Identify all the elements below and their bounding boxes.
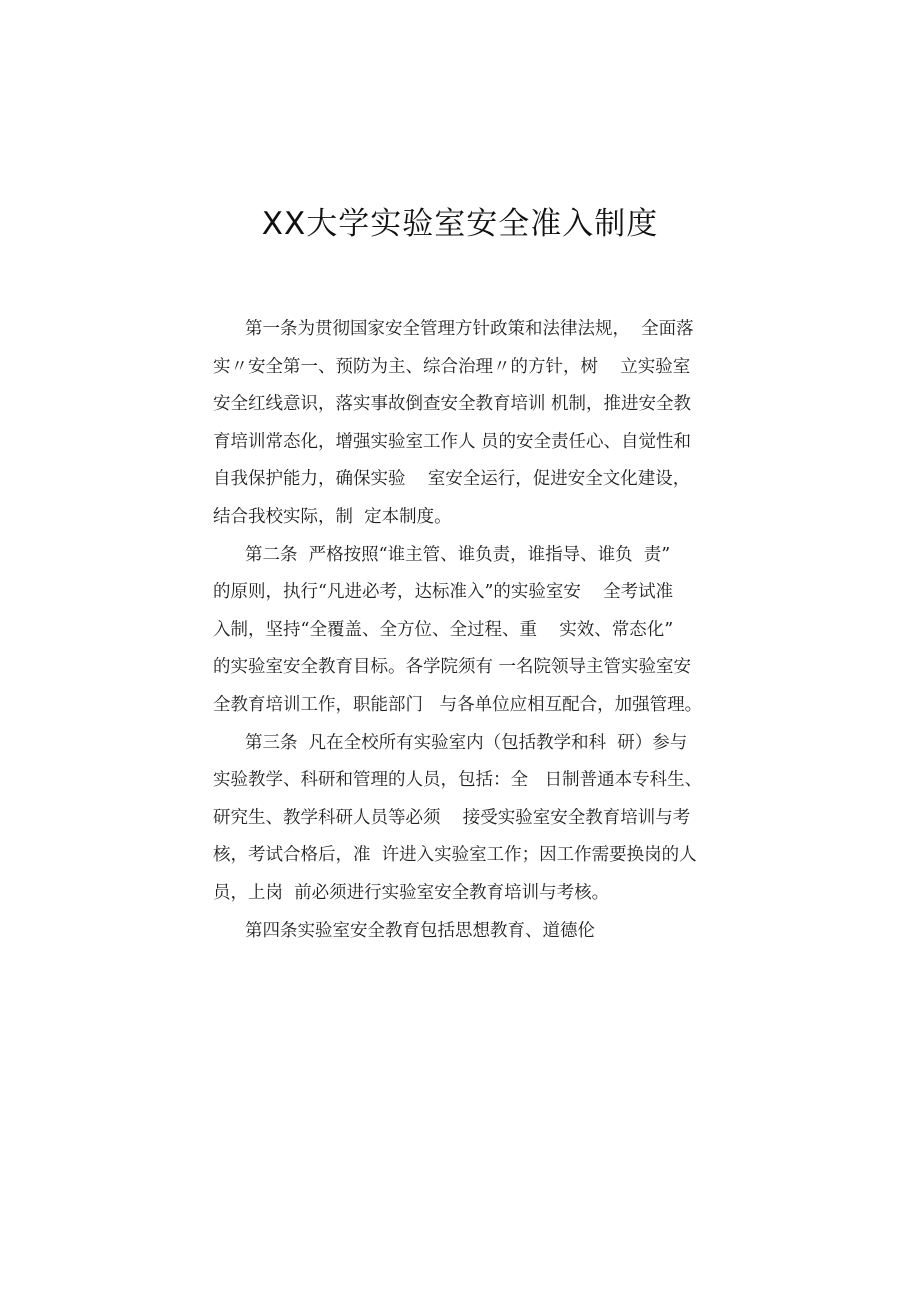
article-4-line-1: 第四条实验室安全教育包括思想教育、道德伦 [245, 920, 595, 941]
article-3-line-5: 员，上岗 前必须进行实验室安全教育培训与考核。 [213, 882, 610, 903]
article-3-line-2: 实验教学、科研和管理的人员，包括：全 日制普通本专科生、 [213, 770, 703, 791]
article-1-line-1: 第一条为贯彻国家安全管理方针政策和法律法规， 全面落 [245, 319, 694, 339]
article-1-line-4: 育培训常态化，增强实验室工作人 员的安全责任心、自觉性和 [213, 431, 692, 452]
article-1-line-5: 自我保护能力，确保实验 室安全运行，促进安全文化建设， [213, 469, 691, 490]
article-2-line-2: 的原则，执行“凡进必考，达标准入”的实验室安 全考试准 [213, 582, 674, 603]
article-2-line-4: 的实验室安全教育目标。各学院须有 一名院领导主管实验室安 [213, 657, 692, 678]
article-2-line-1: 第二条 严格按照“谁主管、谁负责，谁指导、谁负 责” [245, 544, 671, 565]
article-3-line-4: 核，考试合格后，准 许进入实验室工作；因工作需要换岗的人 [213, 845, 697, 866]
article-1-line-3: 安全红线意识，落实事故倒查安全教育培训 机制，推进安全教 [213, 394, 692, 415]
article-1-line-2: 实〃安全第一、预防为主、综合治理〃的方针，树 立实验室 [213, 356, 691, 377]
article-2-line-5: 全教育培训工作，职能部门 与各单位应相互配合，加强管理。 [213, 694, 703, 715]
document-title: XX大学实验室安全准入制度 [261, 206, 659, 242]
article-3-line-1: 第三条 凡在全校所有实验室内（包括教学和科 研）参与 [245, 732, 688, 753]
article-3-line-3: 研究生、教学科研人员等必须 接受实验室安全教育培训与考 [213, 807, 691, 828]
article-1-line-6: 结合我校实际，制 定本制度。 [213, 506, 452, 527]
article-2-line-3: 入制，坚持“全覆盖、全方位、全过程、重 实效、常态化” [213, 619, 674, 640]
document-body [213, 311, 723, 950]
